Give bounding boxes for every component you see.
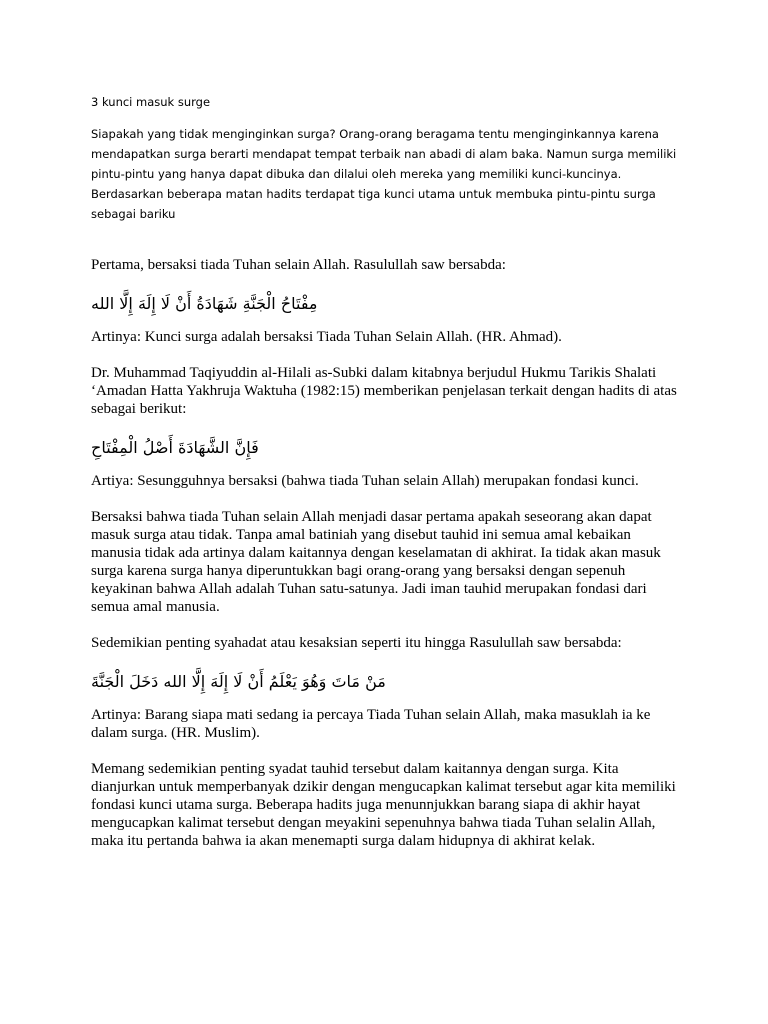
paragraph-conclusion: Memang sedemikian penting syadat tauhid tersebut dalam kaitannya dengan surga. Kita dianjurkan untuk memperbanyak dzikir dengan mengucapkan kalimat tersebut agar kita memiliki fondasi kunci utama surga. Beberapa hadits juga menunnjukkan barang siapa di akhir hayat mengucapkan kalimat tersebut dengan meyakini sepenuhnya bahwa tiada Tuhan selalin Allah, maka itu pertanda bahwa ia akan menemapti surga dalam hidupnya di akhirat kelak. xyxy=(91,761,676,849)
paragraph-tauhid: Bersaksi bahwa tiada Tuhan selain Allah menjadi dasar pertama apakah seseorang akan dapat masuk surga atau tidak. Tanpa amal batiniah yang disebut tauhid ini semua amal kebaikan manusia tidak ada artinya dalam kaitannya dengan keselamatan di akhirat. Ia tidak akan masuk surga karena surga hanya diperuntukkan bagi orang-orang yang bersaksi dengan sepenuh keyakinan bahwa Allah adalah Tuhan satu-satunya. Jadi iman tauhid merupakan fondasi dari semua amal manusia. xyxy=(91,509,661,615)
arabic-block-3 xyxy=(91,670,681,706)
arabic-hadith-3: مَنْ مَاتَ وَهُوَ يَعْلَمُ أَنْ لَا إِلَهَ إِلَّا الله دَخَلَ الْجَنَّةَ xyxy=(91,672,386,691)
paragraph-syahadat: Sedemikian penting syahadat atau kesaksian seperti itu hingga Rasulullah saw bersabda: xyxy=(91,635,622,651)
intro-paragraph: Siapakah yang tidak menginginkan surga? Orang-orang beragama tentu menginginkannya karena mendapatkan surga berarti mendapat tempat terbaik nan abadi di alam baka. Namun surga memiliki pintu-pintu yang hanya dapat dibuka dan dilalui oleh mereka yang memiliki kunci-kuncinya. Berdasarkan beberapa matan hadits terdapat tiga kunci utama untuk membuka pintu-pintu surga sebagai bariku xyxy=(91,127,677,221)
arabic-block-2 xyxy=(91,436,681,472)
document-body xyxy=(91,256,681,868)
paragraph-explanation: Dr. Muhammad Taqiyuddin al-Hilali as-Subki dalam kitabnya berjudul Hukmu Tarikis Shalati ‘Amadan Hatta Yakhruja Waktuha (1982:15) memberikan penjelasan terkait dengan hadits di atas sebagai berikut: xyxy=(91,365,677,417)
arabic-block-1 xyxy=(91,292,681,328)
arabic-quote-2: فَإِنَّ الشَّهَادَةَ أَصْلُ الْمِفْتَاحِ xyxy=(91,438,259,457)
arabic-hadith-1: مِفْتَاحُ الْجَنَّةِ شَهَادَةُ أَنْ لَا إِلَهَ إِلَّا الله xyxy=(91,294,318,313)
paragraph-translation-3: Artinya: Barang siapa mati sedang ia percaya Tiada Tuhan selain Allah, maka masuklah ia ke dalam surga. (HR. Muslim). xyxy=(91,707,651,741)
paragraph-translation-1: Artinya: Kunci surga adalah bersaksi Tiada Tuhan Selain Allah. (HR. Ahmad). xyxy=(91,329,562,345)
document-title: 3 kunci masuk surge xyxy=(91,95,211,109)
paragraph-translation-2: Artiya: Sesungguhnya bersaksi (bahwa tiada Tuhan selain Allah) merupakan fondasi kunci. xyxy=(91,473,639,489)
paragraph-first-key: Pertama, bersaksi tiada Tuhan selain Allah. Rasulullah saw bersabda: xyxy=(91,257,506,273)
